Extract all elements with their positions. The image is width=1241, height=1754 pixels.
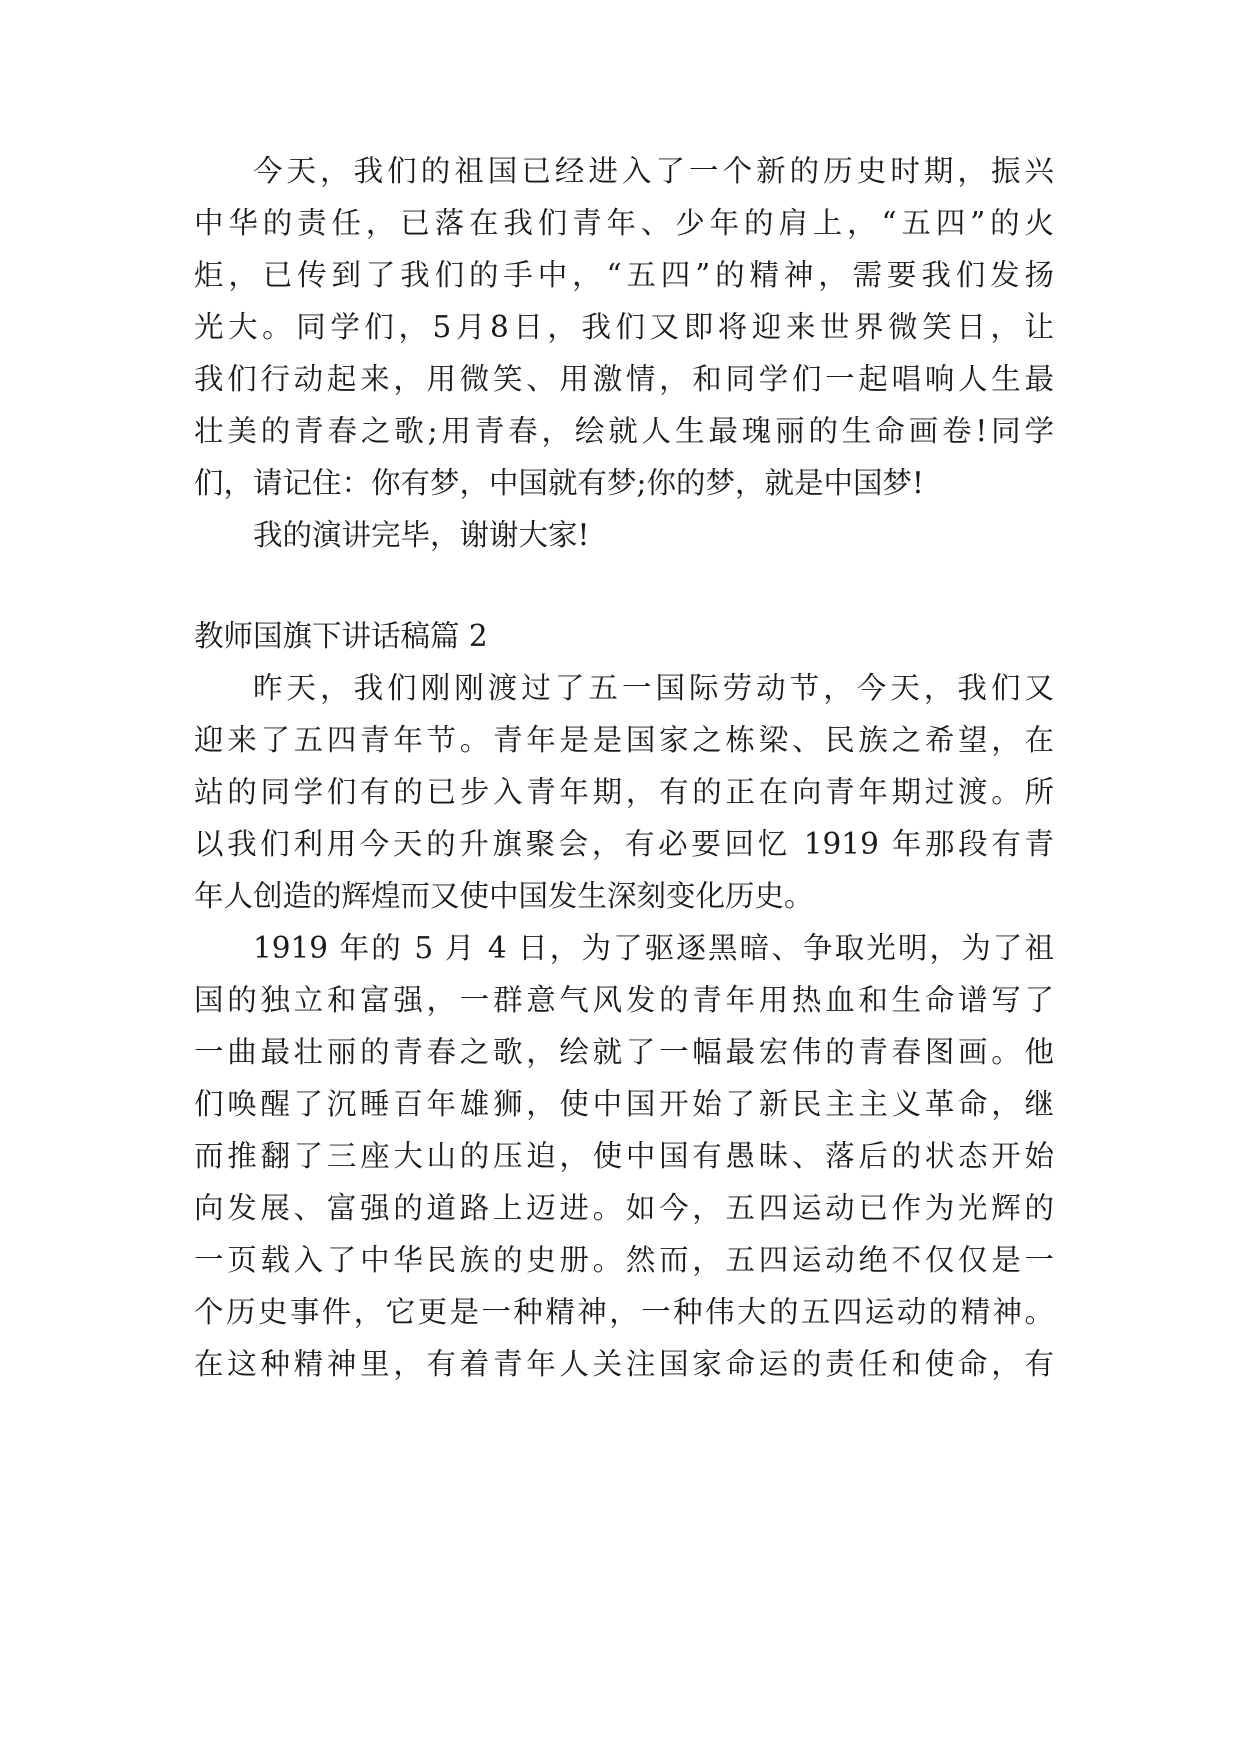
paragraph-line: 年人创造的辉煌而又使中国发生深刻变化历史。 xyxy=(194,879,814,913)
paragraph-line: 国的独立和富强，一群意气风发的青年用热血和生命谱写了 xyxy=(194,983,1054,1017)
paragraph-line: 以我们利用今天的升旗聚会，有必要回忆 1919 年那段有青 xyxy=(194,827,1054,861)
paragraph-line: 一页载入了中华民族的史册。然而，五四运动绝不仅仅是一 xyxy=(194,1243,1054,1277)
paragraph-line: 在这种精神里，有着青年人关注国家命运的责任和使命，有 xyxy=(194,1347,1054,1381)
paragraph-line: 而推翻了三座大山的压迫，使中国有愚昧、落后的状态开始 xyxy=(194,1139,1054,1173)
paragraph-line: 炬，已传到了我们的手中，“五四”的精神，需要我们发扬 xyxy=(194,258,1054,292)
paragraph-line: 壮美的青春之歌;用青春，绘就人生最瑰丽的生命画卷!同学 xyxy=(194,414,1054,448)
paragraph-line: 中华的责任，已落在我们青年、少年的肩上，“五四”的火 xyxy=(194,206,1054,240)
paragraph-line: 我的演讲完毕，谢谢大家! xyxy=(253,518,590,552)
paragraph-line: 个历史事件，它更是一种精神，一种伟大的五四运动的精神。 xyxy=(194,1295,1054,1329)
paragraph-line: 们，请记住：你有梦，中国就有梦;你的梦，就是中国梦! xyxy=(194,466,924,500)
paragraph-line: 1919 年的 5 月 4 日，为了驱逐黑暗、争取光明，为了祖 xyxy=(253,931,1054,965)
paragraph-line: 昨天，我们刚刚渡过了五一国际劳动节，今天，我们又 xyxy=(253,671,1054,705)
section-heading: 教师国旗下讲话稿篇 2 xyxy=(194,619,488,653)
paragraph-line: 一曲最壮丽的青春之歌，绘就了一幅最宏伟的青春图画。他 xyxy=(194,1035,1054,1069)
paragraph-line: 站的同学们有的已步入青年期，有的正在向青年期过渡。所 xyxy=(194,775,1054,809)
paragraph-line: 我们行动起来，用微笑、用激情，和同学们一起唱响人生最 xyxy=(194,362,1054,396)
paragraph-line: 今天，我们的祖国已经进入了一个新的历史时期，振兴 xyxy=(253,154,1054,188)
paragraph-line: 们唤醒了沉睡百年雄狮，使中国开始了新民主主义革命，继 xyxy=(194,1087,1054,1121)
paragraph-line: 迎来了五四青年节。青年是是国家之栋梁、民族之希望，在 xyxy=(194,723,1054,757)
paragraph-line: 向发展、富强的道路上迈进。如今，五四运动已作为光辉的 xyxy=(194,1191,1054,1225)
paragraph-line: 光大。同学们，5月8日，我们又即将迎来世界微笑日，让 xyxy=(194,310,1054,344)
